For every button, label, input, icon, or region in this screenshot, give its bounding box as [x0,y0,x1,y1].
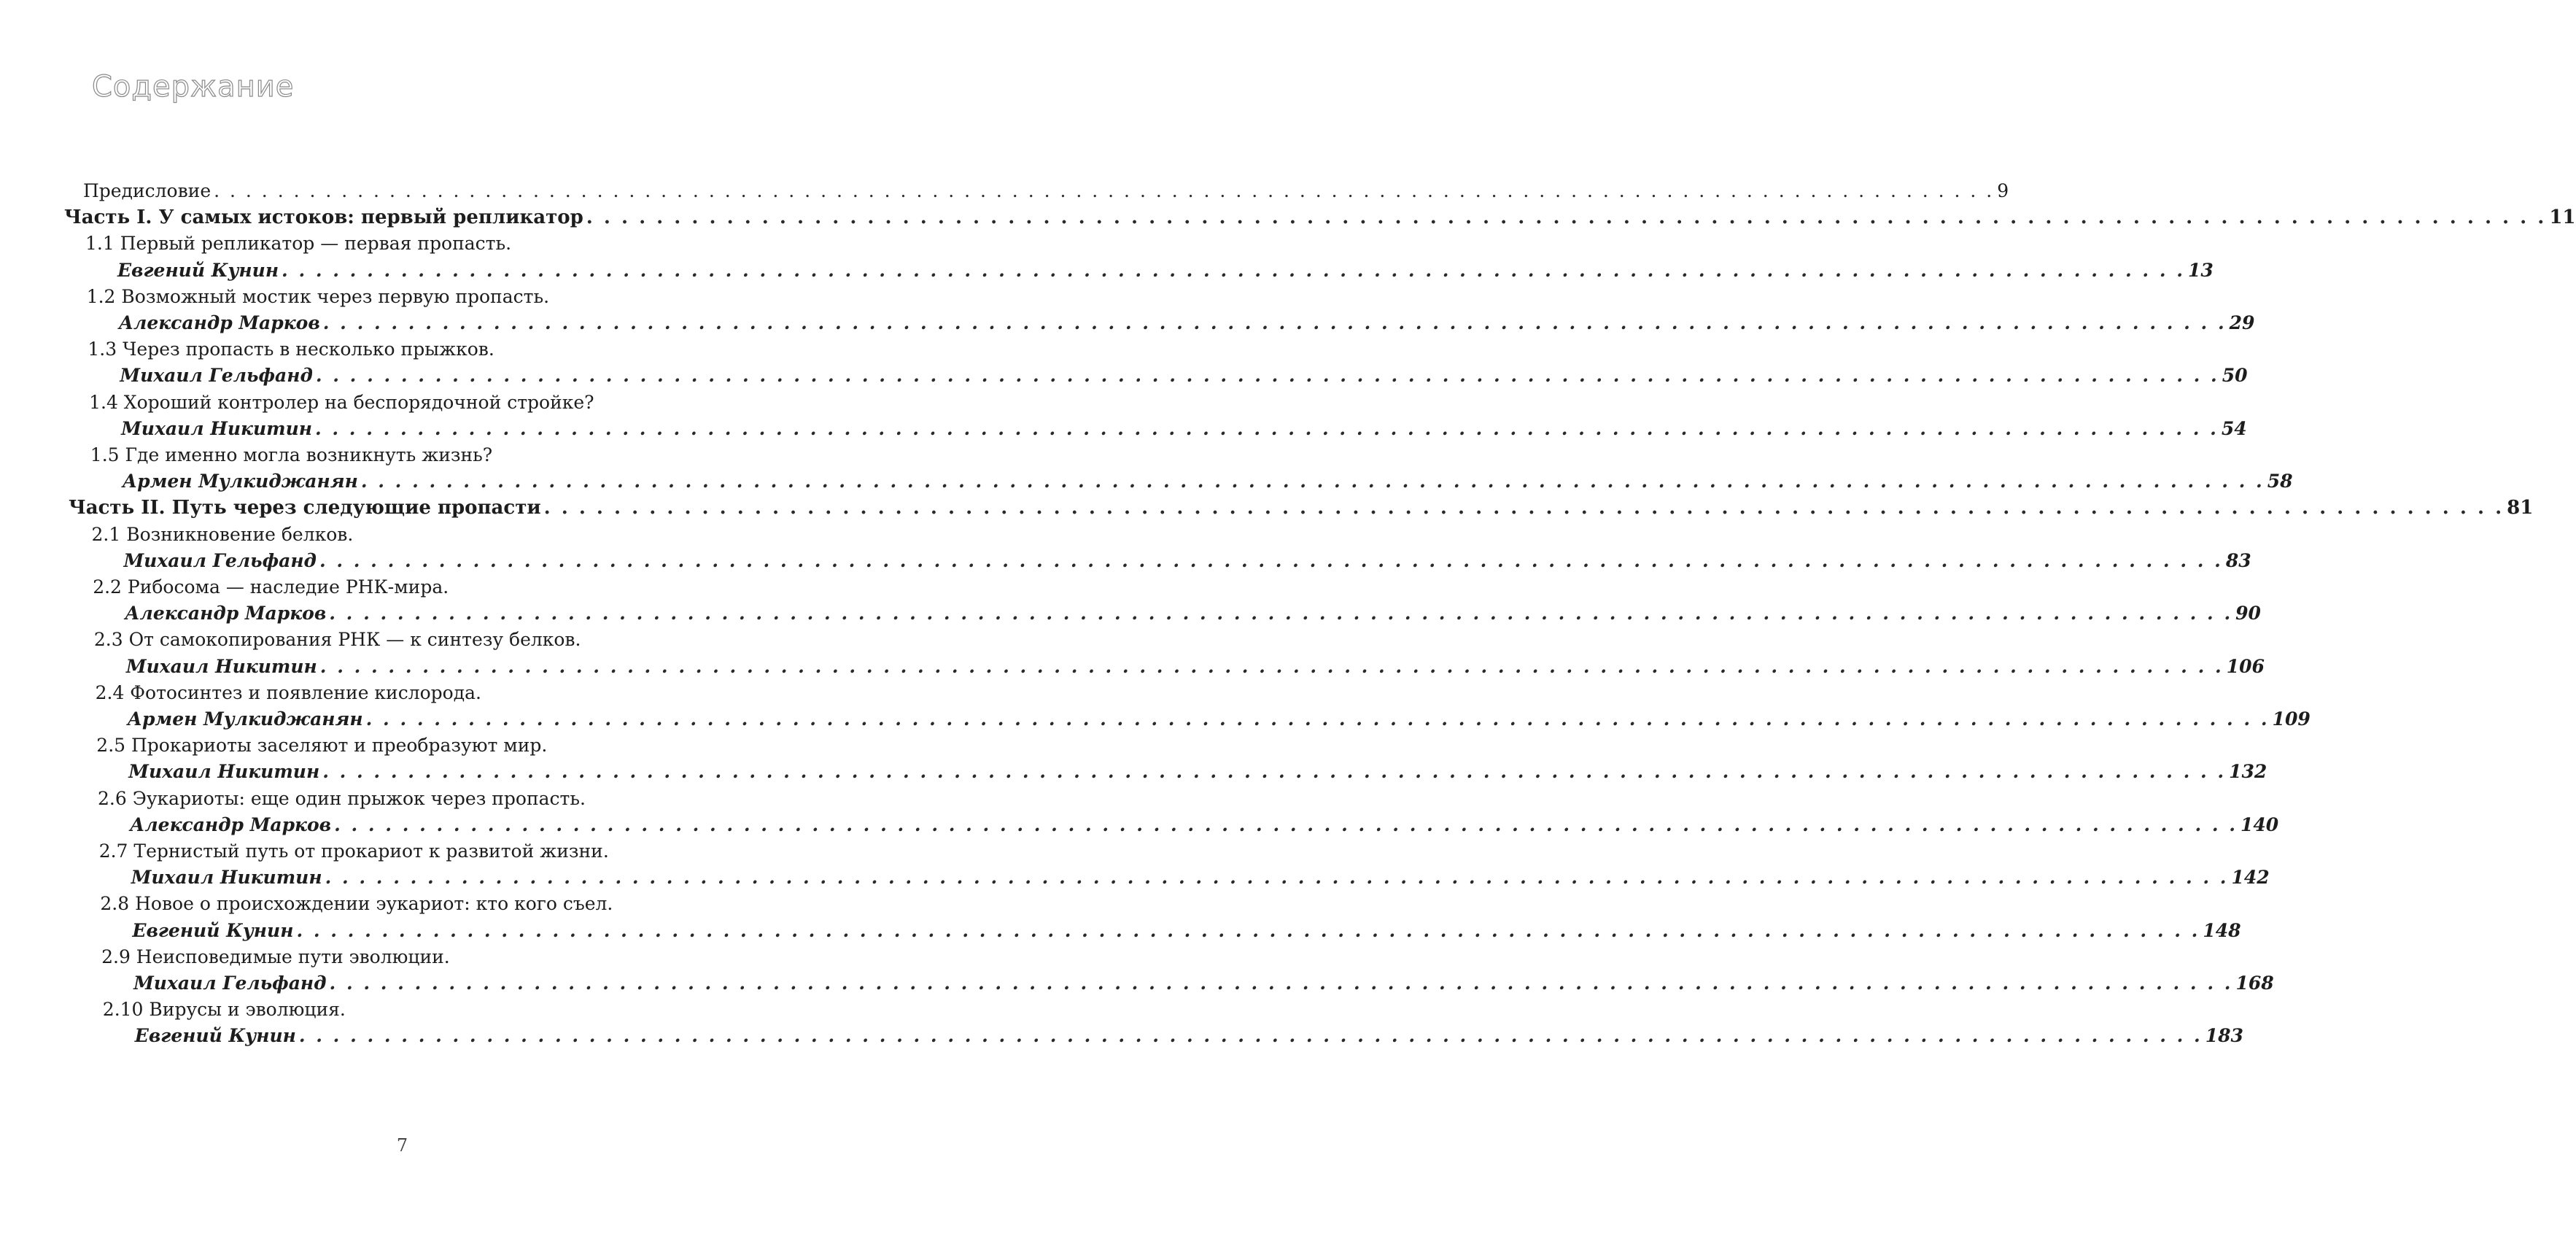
toc-section-author-text: Михаил Никитин [125,656,317,677]
toc-section-title[interactable] [89,388,651,417]
dot-leader [366,705,2270,734]
toc-section-title[interactable] [85,229,651,258]
page-number: 7 [396,1135,408,1156]
toc-preface-page: 9 [1997,180,2009,201]
toc-section-title-text: 2.5 Прокариоты заселяют и преобразуют мир. [96,735,548,756]
toc-section-author[interactable] [128,757,2267,786]
toc-section-title-text: 1.2 Возможный мостик через первую пропасть. [86,286,550,307]
toc-section-title[interactable] [90,441,651,470]
toc-section-title[interactable] [96,731,651,760]
toc-section-title-text: 1.3 Через пропасть в несколько прыжков. [88,339,494,360]
toc-section-author-page: 132 [2229,761,2267,782]
toc-section-title[interactable] [92,520,652,549]
toc-section-title[interactable] [101,943,651,972]
toc-section-title-text: 1.5 Где именно могла возникнуть жизнь? [90,444,493,465]
toc-section-title[interactable] [103,995,651,1024]
toc-section-author-text: Михаил Гельфанд [133,973,327,994]
toc-section-author-page: 140 [2240,814,2279,835]
toc-section-author[interactable] [125,652,2265,681]
toc-section-title[interactable] [96,679,651,708]
dot-leader [316,361,2219,390]
dot-leader [361,467,2265,496]
dot-leader [323,309,2227,338]
dot-leader [320,652,2224,681]
toc-section-author[interactable] [134,1021,2243,1051]
toc-section-author-text: Евгений Кунин [134,1025,296,1046]
toc-section-author-text: Александр Марков [130,814,332,835]
toc-part-page: 11 [2549,206,2576,228]
toc-section-author-page: 29 [2229,312,2255,333]
toc-section-author[interactable] [127,705,2311,734]
toc-section-title[interactable] [87,282,651,312]
toc-section-author[interactable] [131,863,2270,892]
toc-section-title-text: 2.3 От самокопирования РНК — к синтезу белков. [93,629,581,650]
toc-section-author-text: Александр Марков [118,312,320,333]
toc-section-author[interactable] [121,414,2247,444]
toc-section-author[interactable] [122,467,2293,496]
toc-section-title-text: 2.9 Неисповедимые пути эволюции. [101,946,450,967]
dot-leader [325,863,2229,892]
toc-section-author[interactable] [133,969,2274,998]
dot-leader [299,1021,2203,1051]
toc-section-author-text: Михаил Никитин [131,867,322,888]
toc-section-author-page: 13 [2187,260,2214,281]
toc-part-page: 81 [2507,497,2534,519]
toc-section-title-text: 2.6 Эукариоты: еще один прыжок через пропасть. [98,788,586,809]
dot-leader [315,414,2219,444]
dot-leader [330,969,2233,998]
toc-part-text: Часть I. У самых истоков: первый репликатор [64,206,583,228]
dot-leader [282,256,2185,285]
toc-section-author-page: 168 [2235,973,2274,994]
toc-section-author[interactable] [117,256,2214,285]
dot-leader [319,546,2223,576]
dot-leader [586,203,2547,232]
toc-section-author-text: Михаил Гельфанд [123,550,317,571]
toc-section-title[interactable] [94,625,651,654]
toc-section-title-text: 2.2 Рибосома — наследие РНК-мира. [93,576,449,598]
toc-section-author-page: 54 [2221,418,2247,439]
dot-leader [329,599,2232,628]
toc-section-author-page: 142 [2231,867,2270,888]
toc-section-title-text: 2.4 Фотосинтез и появление кислорода. [95,682,481,703]
toc-section-title[interactable] [98,784,651,813]
toc-section-title[interactable] [93,573,651,602]
toc-section-author-text: Армен Мулкиджанян [127,708,363,730]
toc-section-title[interactable] [88,335,651,364]
toc-section-author[interactable] [132,916,2241,946]
toc-section-author-page: 50 [2222,365,2248,386]
toc-section-author-page: 58 [2267,471,2293,492]
toc-section-author[interactable] [123,546,2251,576]
toc-section-author-text: Михаил Никитин [128,761,320,782]
toc-part[interactable] [64,203,2576,232]
toc-section-title-text: 1.4 Хороший контролер на беспорядочной стройке? [89,392,594,413]
toc-preface[interactable] [83,177,2009,206]
toc-section-author-text: Александр Марков [125,603,327,624]
toc-preface-text: Предисловие [83,180,212,201]
toc-section-author-text: Михаил Гельфанд [120,365,313,386]
toc-section-author-text: Михаил Никитин [121,418,312,439]
toc-part-text: Часть II. Путь через следующие пропасти [69,497,541,519]
toc-section-author-page: 109 [2272,708,2311,730]
toc-section-title-text: 2.10 Вирусы и эволюция. [102,999,346,1020]
toc-section-author-page: 183 [2205,1025,2243,1046]
dot-leader [296,916,2200,946]
dot-leader [334,811,2238,840]
toc-section-author-page: 90 [2235,603,2261,624]
dot-leader [544,493,2505,522]
toc-section-author-page: 106 [2226,656,2265,677]
dot-leader [214,177,1994,206]
page-title: Содержание [92,70,295,104]
toc-section-title[interactable] [100,889,651,919]
toc-section-author[interactable] [130,811,2279,840]
toc-section-author[interactable] [118,309,2255,338]
dot-leader [322,757,2226,786]
toc-section-author-text: Евгений Кунин [132,920,294,941]
toc-section-title-text: 2.7 Тернистый путь от прокариот к развитой жизни. [98,840,609,862]
toc-section-title-text: 2.8 Новое о происхождении эукариот: кто кого съел. [100,893,613,914]
toc-section-author[interactable] [120,361,2248,390]
toc-section-author-text: Евгений Кунин [117,260,279,281]
toc-section-author[interactable] [125,599,2261,628]
toc-section-title-text: 1.1 Первый репликатор — первая пропасть. [85,233,512,254]
toc-section-author-page: 83 [2225,550,2251,571]
toc-section-title-text: 2.1 Возникновение белков. [91,524,354,545]
toc-section-author-page: 148 [2203,920,2241,941]
toc-section-author-text: Армен Мулкиджанян [122,471,358,492]
toc-part[interactable] [69,493,2534,522]
toc-section-title[interactable] [99,837,651,866]
